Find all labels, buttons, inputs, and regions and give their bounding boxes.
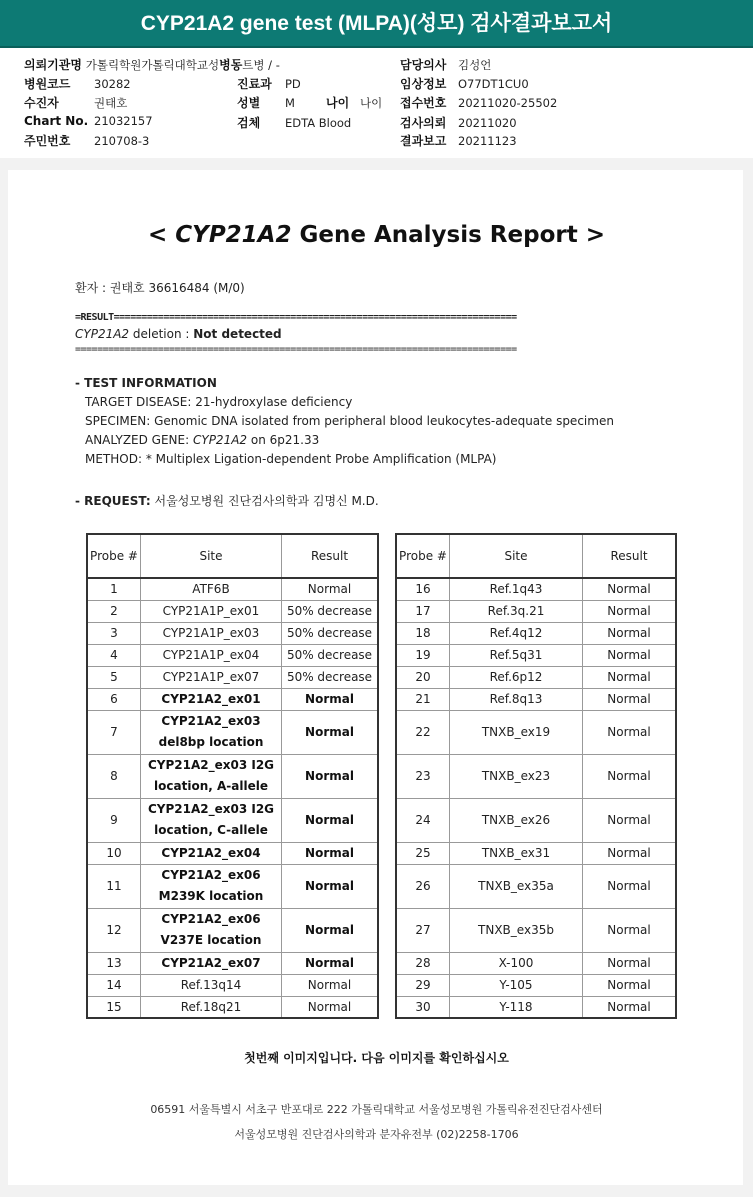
patient-line: 환자 : 권태호 36616484 (M/0) xyxy=(75,281,245,295)
result-cell: 50% decrease xyxy=(282,666,379,688)
specimen-label: 검체 xyxy=(237,116,261,130)
probe-number-cell: 4 xyxy=(87,644,141,666)
report-title xyxy=(0,222,753,248)
probe-number-cell: 28 xyxy=(396,952,450,974)
probe-number-cell: 19 xyxy=(396,644,450,666)
result-cell: Normal xyxy=(583,622,677,644)
site-cell: TNXB_ex19 xyxy=(450,710,583,754)
header-report-date xyxy=(400,132,517,149)
col-result-label: Result xyxy=(610,549,648,563)
ward-value: 트병 / - xyxy=(242,58,280,72)
report-date-value: 20211123 xyxy=(458,134,517,148)
header-chart-no xyxy=(24,114,153,128)
rrn-label: 주민번호 xyxy=(24,134,71,148)
site-cell: Ref.6p12 xyxy=(450,666,583,688)
page-title: CYP21A2 gene test (MLPA)(성모) 검사결과보고서 xyxy=(0,0,753,48)
site-cell: CYP21A2_ex01 xyxy=(141,688,282,710)
header-specimen xyxy=(237,114,351,131)
site-cell: CYP21A2_ex03 I2G location, C-allele xyxy=(141,798,282,842)
site-cell: Ref.13q14 xyxy=(141,974,282,996)
analyzed-gene-prefix: ANALYZED GENE: xyxy=(85,433,193,447)
result-cell: Normal xyxy=(282,578,379,600)
col-probe xyxy=(396,534,450,578)
probe-number-cell: 22 xyxy=(396,710,450,754)
analyzed-gene-name: CYP21A2 xyxy=(192,433,248,447)
probe-number-cell: 14 xyxy=(87,974,141,996)
table-row xyxy=(87,578,378,600)
sex-value: M xyxy=(285,96,295,110)
site-cell: CYP21A1P_ex01 xyxy=(141,600,282,622)
result-cell: Normal xyxy=(583,710,677,754)
result-cell: Normal xyxy=(583,600,677,622)
deletion-label: deletion : xyxy=(129,327,194,341)
header-sex xyxy=(237,94,295,111)
request-line xyxy=(75,492,379,509)
clinical-info-label: 임상정보 xyxy=(400,77,447,91)
institution-label: 의뢰기관명 xyxy=(24,58,82,72)
specimen-value: EDTA Blood xyxy=(285,116,352,130)
result-cell: Normal xyxy=(282,688,379,710)
table-row xyxy=(87,644,378,666)
result-cell: Normal xyxy=(583,798,677,842)
col-probe xyxy=(87,534,141,578)
site-cell: CYP21A2_ex06 M239K location xyxy=(141,864,282,908)
table-row xyxy=(396,666,676,688)
table-row xyxy=(396,710,676,754)
table-row xyxy=(396,622,676,644)
probe-number-cell: 15 xyxy=(87,996,141,1018)
header-receipt-no xyxy=(400,94,557,111)
site-cell: CYP21A1P_ex03 xyxy=(141,622,282,644)
site-cell: CYP21A2_ex06 V237E location xyxy=(141,908,282,952)
site-cell: CYP21A2_ex03 I2G location, A-allele xyxy=(141,754,282,798)
probe-number-cell: 7 xyxy=(87,710,141,754)
site-cell: Ref.18q21 xyxy=(141,996,282,1018)
request-value: 서울성모병원 진단검사의학과 김명신 M.D. xyxy=(150,494,379,508)
hospital-code-label: 병원코드 xyxy=(24,77,71,91)
table-row xyxy=(396,908,676,952)
table-row xyxy=(396,688,676,710)
site-cell: Y-118 xyxy=(450,996,583,1018)
table-row xyxy=(87,710,378,754)
doctor-label: 담당의사 xyxy=(400,58,447,72)
header-examinee xyxy=(24,94,127,111)
probe-number-cell: 17 xyxy=(396,600,450,622)
result-cell: 50% decrease xyxy=(282,600,379,622)
method-info: METHOD: * Multiplex Ligation-dependent Probe Amplification (MLPA) xyxy=(85,452,497,466)
site-cell: CYP21A1P_ex04 xyxy=(141,644,282,666)
probe-number-cell: 1 xyxy=(87,578,141,600)
probe-number-cell: 20 xyxy=(396,666,450,688)
sex-label: 성별 xyxy=(237,96,261,110)
result-cell: Normal xyxy=(282,974,379,996)
table-row xyxy=(396,600,676,622)
result-cell: Normal xyxy=(583,666,677,688)
chart-no-label: Chart No. xyxy=(24,114,89,128)
probe-number-cell: 2 xyxy=(87,600,141,622)
deletion-result xyxy=(75,327,282,341)
probe-number-cell: 24 xyxy=(396,798,450,842)
probe-number-cell: 26 xyxy=(396,864,450,908)
table-row xyxy=(87,864,378,908)
probe-number-cell: 18 xyxy=(396,622,450,644)
table-row xyxy=(396,798,676,842)
header-hospital-code xyxy=(24,75,131,92)
site-cell: Ref.4q12 xyxy=(450,622,583,644)
deletion-value: Not detected xyxy=(193,327,282,341)
table-row xyxy=(87,688,378,710)
result-cell: 50% decrease xyxy=(282,622,379,644)
probe-table-right xyxy=(395,533,677,1019)
site-cell: Ref.1q43 xyxy=(450,578,583,600)
site-cell: CYP21A2_ex04 xyxy=(141,842,282,864)
probe-table-left xyxy=(86,533,379,1019)
table-row xyxy=(396,644,676,666)
table-row xyxy=(87,666,378,688)
table-row xyxy=(396,996,676,1018)
probe-number-cell: 25 xyxy=(396,842,450,864)
report-title-suffix: Gene Analysis Report > xyxy=(291,222,605,248)
receipt-no-value: 20211020-25502 xyxy=(458,96,558,110)
test-info-header: - TEST INFORMATION xyxy=(75,376,217,390)
probe-number-cell: 6 xyxy=(87,688,141,710)
chart-no-value: 21032157 xyxy=(94,114,153,128)
table-row xyxy=(87,600,378,622)
probe-number-cell: 9 xyxy=(87,798,141,842)
site-cell: TNXB_ex26 xyxy=(450,798,583,842)
report-date-label: 결과보고 xyxy=(400,134,447,148)
site-cell: CYP21A1P_ex07 xyxy=(141,666,282,688)
probe-number-cell: 12 xyxy=(87,908,141,952)
table-row xyxy=(87,908,378,952)
site-cell: TNXB_ex35a xyxy=(450,864,583,908)
result-cell: Normal xyxy=(282,908,379,952)
probe-number-cell: 5 xyxy=(87,666,141,688)
request-date-value: 20211020 xyxy=(458,116,517,130)
analyzed-gene xyxy=(85,433,319,447)
col-result-label: Result xyxy=(310,549,349,563)
col-site xyxy=(450,534,583,578)
site-cell: TNXB_ex31 xyxy=(450,842,583,864)
result-cell: 50% decrease xyxy=(282,644,379,666)
col-probe-label: Probe # xyxy=(399,549,447,563)
specimen-info: SPECIMEN: Genomic DNA isolated from peripheral blood leukocytes-adequate specimen xyxy=(85,414,614,428)
table-row xyxy=(396,974,676,996)
table-row xyxy=(87,952,378,974)
col-site xyxy=(141,534,282,578)
result-cell: Normal xyxy=(282,798,379,842)
table-row xyxy=(396,578,676,600)
result-cell: Normal xyxy=(282,952,379,974)
result-header: =RESULT========================================================================= xyxy=(75,312,517,323)
report-title-gene: CYP21A2 xyxy=(175,222,292,248)
result-cell: Normal xyxy=(583,974,677,996)
site-cell: Ref.5q31 xyxy=(450,644,583,666)
result-cell: Normal xyxy=(583,996,677,1018)
target-disease: TARGET DISEASE: 21-hydroxylase deficiency xyxy=(85,395,353,409)
age-value: 나이 xyxy=(360,96,383,110)
rrn-value: 210708-3 xyxy=(94,134,150,148)
site-cell: ATF6B xyxy=(141,578,282,600)
table-row xyxy=(87,798,378,842)
dept-value: PD xyxy=(285,77,301,91)
probe-number-cell: 10 xyxy=(87,842,141,864)
dept-label: 진료과 xyxy=(237,77,272,91)
col-probe-label: Probe # xyxy=(90,549,138,563)
table-row xyxy=(87,996,378,1018)
report-title-prefix: < xyxy=(148,222,176,248)
table-row xyxy=(87,754,378,798)
hospital-code-value: 30282 xyxy=(94,77,131,91)
footer-contact: 서울성모병원 진단검사의학과 분자유전부 (02)2258-1706 xyxy=(234,1128,519,1141)
site-cell: TNXB_ex35b xyxy=(450,908,583,952)
age-label: 나이 xyxy=(326,96,350,110)
probe-number-cell: 11 xyxy=(87,864,141,908)
patient-header xyxy=(0,48,753,158)
table-row xyxy=(396,754,676,798)
header-age xyxy=(326,94,382,111)
result-cell: Normal xyxy=(282,996,379,1018)
deletion-gene: CYP21A2 xyxy=(75,327,130,341)
site-cell: Ref.3q.21 xyxy=(450,600,583,622)
header-doctor xyxy=(400,56,491,73)
site-cell: TNXB_ex23 xyxy=(450,754,583,798)
result-footer: ================================================================================ xyxy=(75,344,517,355)
site-cell: Y-105 xyxy=(450,974,583,996)
site-cell: X-100 xyxy=(450,952,583,974)
header-rrn xyxy=(24,132,149,149)
examinee-value: 권태호 xyxy=(94,96,128,110)
table-row xyxy=(396,952,676,974)
probe-number-cell: 3 xyxy=(87,622,141,644)
header-dept xyxy=(237,75,301,92)
probe-number-cell: 29 xyxy=(396,974,450,996)
header-clinical-info xyxy=(400,75,529,92)
footer-address: 06591 서울특별시 서초구 반포대로 222 가톨릭대학교 서울성모병원 가톨릭유전진단검사센터 xyxy=(150,1103,603,1116)
clinical-info-value: O77DT1CU0 xyxy=(458,77,529,91)
probe-number-cell: 30 xyxy=(396,996,450,1018)
probe-number-cell: 13 xyxy=(87,952,141,974)
result-cell: Normal xyxy=(583,688,677,710)
col-site-label: Site xyxy=(199,549,223,563)
table-row xyxy=(396,864,676,908)
result-cell: Normal xyxy=(583,864,677,908)
result-cell: Normal xyxy=(583,644,677,666)
result-cell: Normal xyxy=(282,842,379,864)
result-cell: Normal xyxy=(583,578,677,600)
institution-value: 가톨릭학원가톨릭대학교성 xyxy=(85,58,220,72)
col-result xyxy=(583,534,677,578)
probe-number-cell: 16 xyxy=(396,578,450,600)
result-cell: Normal xyxy=(583,908,677,952)
header-institution xyxy=(24,56,280,73)
result-cell: Normal xyxy=(282,754,379,798)
site-cell: CYP21A2_ex03 del8bp location xyxy=(141,710,282,754)
result-cell: Normal xyxy=(583,952,677,974)
result-cell: Normal xyxy=(583,754,677,798)
table-row xyxy=(87,622,378,644)
probe-number-cell: 27 xyxy=(396,908,450,952)
doctor-value: 김성언 xyxy=(458,58,492,72)
site-cell: CYP21A2_ex07 xyxy=(141,952,282,974)
ward-label: 병동 xyxy=(219,58,243,72)
next-image-notice: 첫번째 이미지입니다. 다음 이미지를 확인하십시오 xyxy=(244,1051,509,1065)
col-site-label: Site xyxy=(504,549,528,563)
result-cell: Normal xyxy=(282,864,379,908)
receipt-no-label: 접수번호 xyxy=(400,96,447,110)
request-label: - REQUEST: xyxy=(75,494,151,508)
table-row xyxy=(87,974,378,996)
table-row xyxy=(87,842,378,864)
result-cell: Normal xyxy=(282,710,379,754)
analyzed-gene-suffix: on 6p21.33 xyxy=(247,433,320,447)
request-date-label: 검사의뢰 xyxy=(400,116,447,130)
probe-number-cell: 23 xyxy=(396,754,450,798)
result-cell: Normal xyxy=(583,842,677,864)
header-request-date xyxy=(400,114,517,131)
probe-number-cell: 8 xyxy=(87,754,141,798)
col-result xyxy=(282,534,379,578)
site-cell: Ref.8q13 xyxy=(450,688,583,710)
probe-number-cell: 21 xyxy=(396,688,450,710)
table-row xyxy=(396,842,676,864)
examinee-label: 수진자 xyxy=(24,96,59,110)
